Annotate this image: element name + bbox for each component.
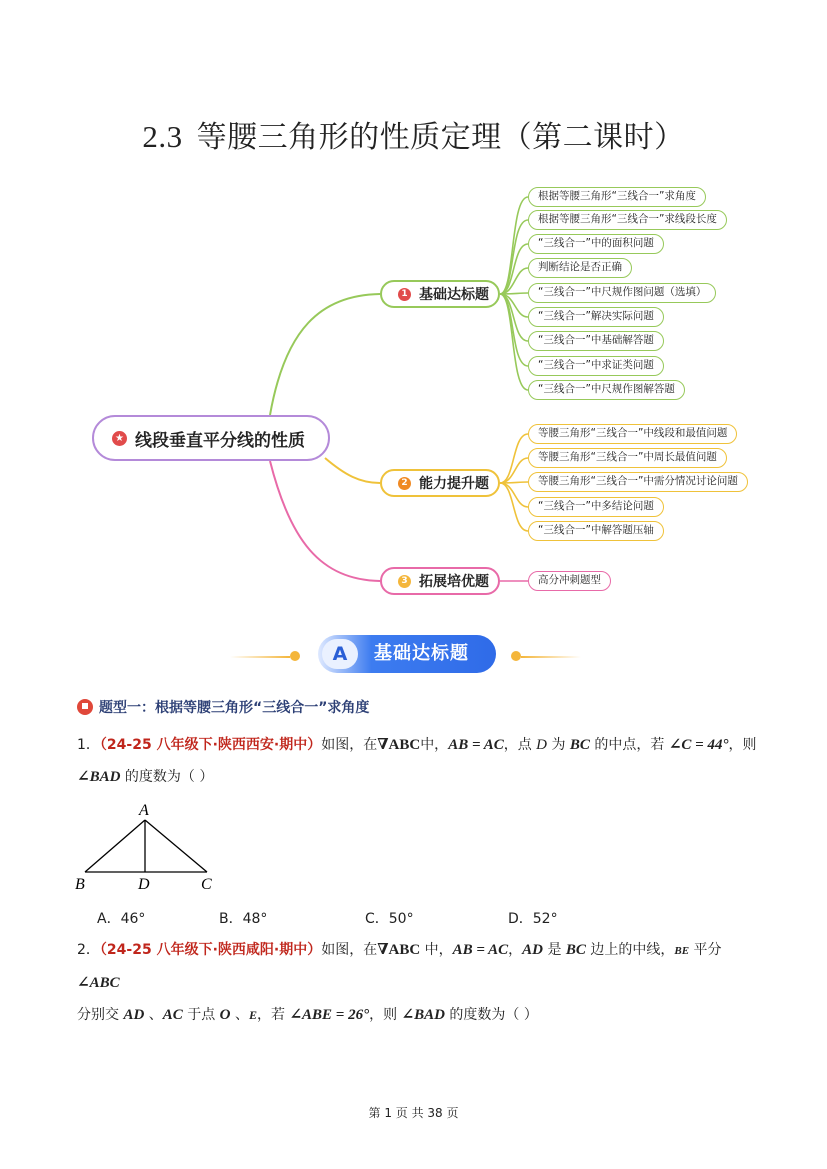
label-b: B	[75, 876, 85, 893]
leaf-item: 判断结论是否正确	[528, 258, 632, 278]
section-letter: A	[322, 639, 358, 669]
label-d: D	[138, 876, 150, 893]
q-text: 如图，在	[321, 737, 378, 753]
root-label: 线段垂直平分线的性质	[135, 430, 305, 451]
section-divider-left	[230, 656, 290, 658]
leaf-item: “三线合一”中尺规作图解答题	[528, 380, 685, 400]
q-text: 的度数为（ ）	[444, 1007, 538, 1023]
q-math: ∠C = 44°	[668, 737, 729, 753]
q-text: 平分	[689, 942, 722, 958]
q-text: 为	[547, 737, 570, 753]
section-divider-right	[521, 656, 581, 658]
badge-1-icon: 1	[398, 288, 411, 301]
mind-map-root	[92, 415, 330, 461]
branch-label: 基础达标题	[419, 287, 489, 303]
q-text: ，	[508, 942, 523, 958]
q-text: 的中点，若	[589, 737, 669, 753]
leaf-item: “三线合一”解决实际问题	[528, 307, 664, 327]
leaf-item: 高分冲刺题型	[528, 571, 611, 591]
leaf-item: 根据等腰三角形“三线合一”求线段长度	[528, 210, 727, 230]
triangle-figure	[70, 800, 230, 895]
leaf-item: “三线合一”中基础解答题	[528, 331, 664, 351]
leaf-item: “三线合一”中解答题压轴	[528, 521, 664, 541]
leaf-item: “三线合一”中求证类问题	[528, 356, 664, 376]
q-text: ，则	[369, 1007, 402, 1023]
branch-label: 拓展培优题	[419, 574, 489, 590]
q-math: AD	[522, 942, 543, 958]
q-text: ，则	[728, 737, 757, 753]
badge-2-icon: 2	[398, 477, 411, 490]
q-math: BC	[565, 942, 586, 958]
question-type-label: 题型一：根据等腰三角形“三线合一”求角度	[99, 700, 370, 716]
q-math: D	[536, 737, 547, 753]
q-text: 分别交	[77, 1007, 124, 1023]
branch-advanced	[380, 469, 500, 497]
label-c: C	[201, 876, 212, 893]
q-math: AB = AC	[448, 737, 504, 753]
leaf-item: 等腰三角形“三线合一”中周长最值问题	[528, 448, 727, 468]
q-text: 于点	[182, 1007, 220, 1023]
mind-map-connectors	[0, 175, 827, 605]
q-text: 中，	[420, 942, 453, 958]
question-source: （24-25 八年级下·陕西西安·期中）	[99, 737, 322, 753]
badge-3-icon: 3	[398, 575, 411, 588]
branch-extension	[380, 567, 500, 595]
q-text: 中，	[420, 737, 449, 753]
flag-icon	[77, 699, 93, 715]
leaf-item: “三线合一”中多结论问题	[528, 497, 664, 517]
q-math: ∠ABE = 26°	[289, 1007, 370, 1023]
q-text: 、	[230, 1007, 249, 1023]
label-a: A	[139, 802, 149, 819]
q-text: 边上的中线，	[585, 942, 675, 958]
q-text: ，点	[503, 737, 537, 753]
question-type-heading	[77, 697, 369, 717]
option-b[interactable]: B．48°	[219, 911, 268, 927]
branch-basic	[380, 280, 500, 308]
q-math: ∇ABC	[377, 942, 421, 958]
leaf-item: “三线合一”中尺规作图问题（选填）	[528, 283, 716, 303]
section-number: 2.3	[142, 119, 183, 154]
leaf-item: 等腰三角形“三线合一”中需分情况讨论问题	[528, 472, 748, 492]
q-math: ∠BAD	[401, 1007, 445, 1023]
q-math: E	[248, 1008, 257, 1022]
q-math: AB = AC	[452, 942, 509, 958]
section-dot-right	[511, 651, 521, 661]
q-math: ∇ABC	[377, 737, 421, 753]
q-math: BE	[674, 945, 690, 957]
leaf-item: “三线合一”中的面积问题	[528, 234, 664, 254]
q-math: ∠BAD	[77, 769, 121, 785]
question-2	[77, 934, 757, 1031]
question-source: （24-25 八年级下·陕西咸阳·期中）	[99, 942, 322, 958]
question-1	[77, 729, 757, 793]
page-title	[0, 112, 827, 156]
section-dot-left	[290, 651, 300, 661]
title-text: 等腰三角形的性质定理（第二课时）	[196, 120, 685, 155]
star-icon: ★	[112, 431, 127, 446]
q-text: ，若	[256, 1007, 290, 1023]
q-text: 如图，在	[321, 942, 378, 958]
q-text: 的度数为（ ）	[120, 769, 214, 785]
question-number: 2．	[77, 942, 100, 958]
option-a[interactable]: A．46°	[97, 911, 146, 927]
section-label: 基础达标题	[374, 643, 469, 664]
q-math: AD	[123, 1007, 145, 1023]
q-math: BC	[569, 737, 590, 753]
q-math: AC	[162, 1007, 183, 1023]
q-text: 、	[144, 1007, 163, 1023]
option-d[interactable]: D．52°	[508, 911, 558, 927]
q-text: 是	[543, 942, 566, 958]
section-banner	[318, 635, 496, 673]
page-footer: 第 1 页 共 38 页	[368, 1106, 459, 1120]
branch-label: 能力提升题	[419, 476, 489, 492]
leaf-item: 等腰三角形“三线合一”中线段和最值问题	[528, 424, 737, 444]
q-math: O	[219, 1007, 231, 1023]
option-c[interactable]: C．50°	[365, 911, 414, 927]
leaf-item: 根据等腰三角形“三线合一”求角度	[528, 187, 706, 207]
question-number: 1．	[77, 737, 100, 753]
q-math: ∠ABC	[77, 975, 120, 991]
